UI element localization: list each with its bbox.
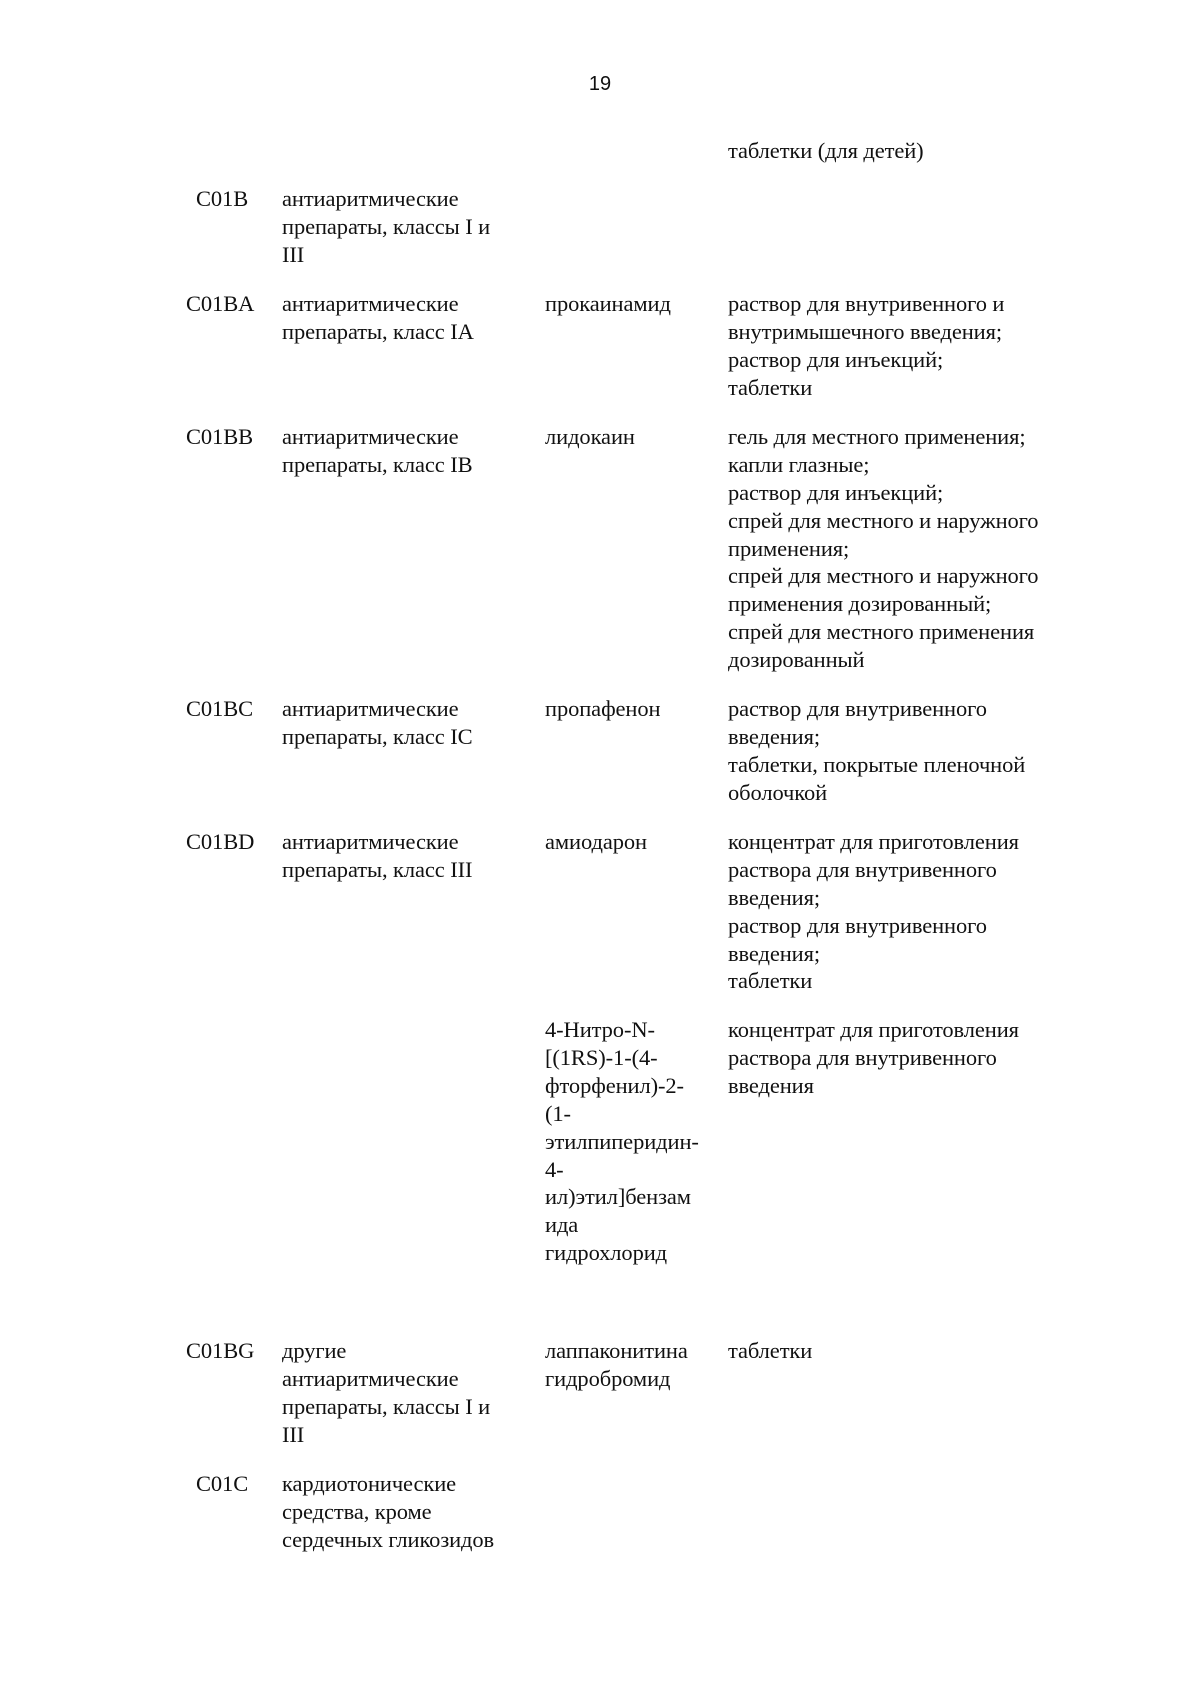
dosage-form-line: раствор для инъекций; [728, 480, 944, 505]
group-name-line: препараты, классы I и [282, 214, 491, 239]
group-name-line: антиаритмические [282, 291, 459, 316]
group-name-line: антиаритмические [282, 696, 459, 721]
dosage-form-line: раствор для внутривенного [728, 696, 987, 721]
inn-line: [(1RS)-1-(4- [545, 1045, 658, 1070]
dosage-form-line: раствора для внутривенного [728, 857, 997, 882]
inn-line: лидокаин [545, 424, 635, 449]
dosage-form-line: применения дозированный; [728, 591, 992, 616]
dosage-form-line: раствор для внутривенного [728, 913, 987, 938]
group-name-line: антиаритмические [282, 829, 459, 854]
dosage-form-line: спрей для местного применения [728, 619, 1035, 644]
dosage-form-line: таблетки [728, 1338, 813, 1363]
dosage-form-line: оболочкой [728, 780, 828, 805]
dosage-form-line: капли глазные; [728, 452, 870, 477]
dosage-form-line: концентрат для приготовления [728, 1017, 1019, 1042]
inn-line: амиодарон [545, 829, 647, 854]
inn-line: лаппаконитина [545, 1338, 688, 1363]
inn-line: этилпиперидин- [545, 1129, 699, 1154]
group-name-line: препараты, класс IA [282, 319, 474, 344]
dosage-form-line: введения [728, 1073, 814, 1098]
inn-line: ида [545, 1212, 579, 1237]
group-name-line: препараты, класс IC [282, 724, 473, 749]
dosage-form-line: дозированный [728, 647, 865, 672]
group-name-line: III [282, 242, 305, 267]
inn-line: 4-Нитро-N- [545, 1017, 655, 1042]
atc-code: C01B [196, 186, 249, 211]
dosage-form-line: раствор для внутривенного и [728, 291, 1005, 316]
inn-line: пропафенон [545, 696, 661, 721]
dosage-form-line: спрей для местного и наружного [728, 563, 1039, 588]
group-name-line: препараты, класс III [282, 857, 473, 882]
atc-code: C01BB [186, 424, 254, 449]
dosage-form-line: таблетки (для детей) [728, 138, 924, 163]
group-name-line: антиаритмические [282, 186, 459, 211]
group-name-line: кардиотонические [282, 1471, 457, 1496]
group-name-line: сердечных гликозидов [282, 1527, 495, 1552]
dosage-form-line: спрей для местного и наружного [728, 508, 1039, 533]
inn-line: 4- [545, 1157, 564, 1182]
dosage-form-line: внутримышечного введения; [728, 319, 1002, 344]
page-number: 19 [588, 73, 612, 95]
inn-line: (1- [545, 1101, 571, 1126]
inn-line: фторфенил)-2- [545, 1073, 684, 1098]
atc-code: C01BG [186, 1338, 255, 1363]
dosage-form-line: раствора для внутривенного [728, 1045, 997, 1070]
group-name-line: антиаритмические [282, 1366, 459, 1391]
inn-line: гидробромид [545, 1366, 671, 1391]
atc-code: C01BA [186, 291, 255, 316]
atc-code: C01BD [186, 829, 255, 854]
dosage-form-line: раствор для инъекций; [728, 347, 944, 372]
dosage-form-line: концентрат для приготовления [728, 829, 1019, 854]
group-name-line: средства, кроме [282, 1499, 432, 1524]
dosage-form-line: гель для местного применения; [728, 424, 1026, 449]
dosage-form-line: таблетки, покрытые пленочной [728, 752, 1026, 777]
atc-code: C01C [196, 1471, 249, 1496]
group-name-line: другие [282, 1338, 347, 1363]
inn-line: гидрохлорид [545, 1240, 668, 1265]
dosage-form-line: таблетки [728, 375, 813, 400]
group-name-line: антиаритмические [282, 424, 459, 449]
group-name-line: препараты, классы I и [282, 1394, 491, 1419]
inn-line: ил)этил]бензам [545, 1184, 691, 1209]
dosage-form-line: применения; [728, 536, 850, 561]
dosage-form-line: таблетки [728, 968, 813, 993]
group-name-line: III [282, 1422, 305, 1447]
group-name-line: препараты, класс IB [282, 452, 473, 477]
dosage-form-line: введения; [728, 941, 821, 966]
atc-code: C01BC [186, 696, 254, 721]
inn-line: прокаинамид [545, 291, 671, 316]
dosage-form-line: введения; [728, 885, 821, 910]
dosage-form-line: введения; [728, 724, 821, 749]
